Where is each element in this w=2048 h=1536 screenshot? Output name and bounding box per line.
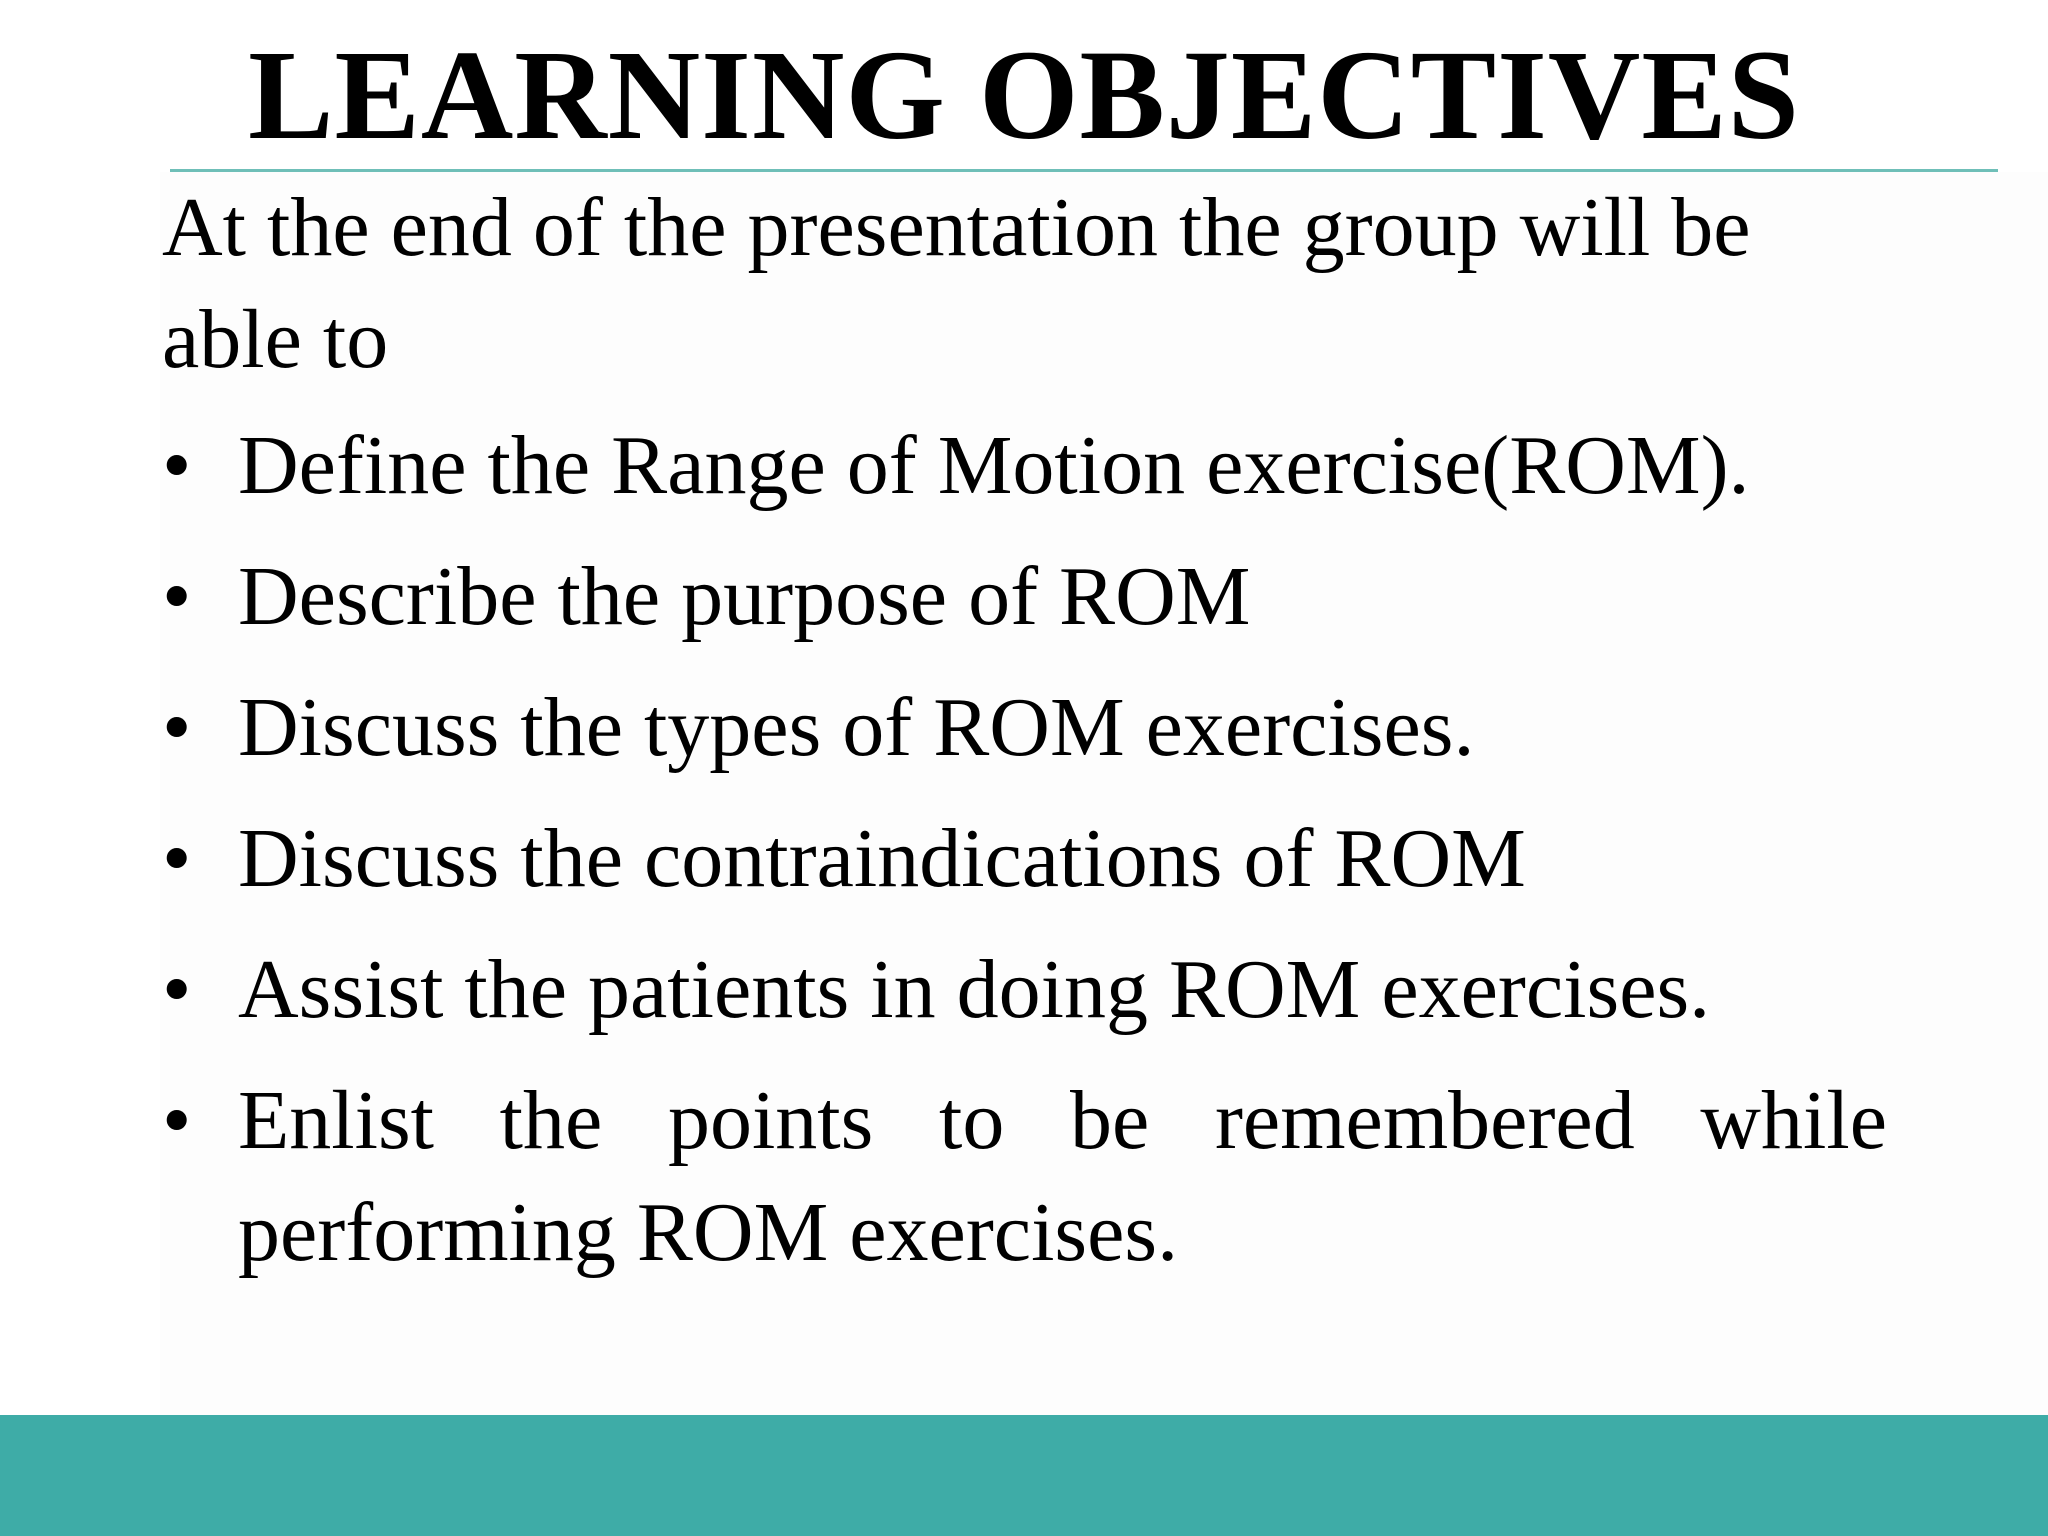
slide-title: LEARNING OBJECTIVES [248, 24, 1800, 166]
objective-text: Describe the purpose of ROM [238, 550, 1251, 643]
bullet-icon: • [162, 681, 192, 774]
objective-text: Assist the patients in doing ROM exercises. [238, 943, 1711, 1036]
bullet-icon: • [162, 943, 192, 1036]
list-item [162, 672, 1887, 784]
list-item [162, 1065, 1887, 1289]
objective-text: Define the Range of Motion exercise(ROM). [238, 419, 1750, 512]
list-item [162, 803, 1887, 915]
list-item [162, 541, 1887, 653]
bullet-icon: • [162, 550, 192, 643]
objective-text: Enlist the points to be remembered while performing ROM exercises. [238, 1074, 1887, 1279]
list-item [162, 934, 1887, 1046]
objective-text: Discuss the contraindications of ROM [238, 812, 1526, 905]
bullet-icon: • [162, 812, 192, 905]
intro-text: At the end of the presentation the group will be able to [162, 181, 1751, 386]
list-item [162, 410, 1887, 522]
slide-body [162, 172, 1887, 1308]
footer-accent-band [0, 1415, 2048, 1536]
bullet-icon: • [162, 419, 192, 512]
objectives-list [162, 410, 1887, 1289]
objective-text: Discuss the types of ROM exercises. [238, 681, 1475, 774]
bullet-icon: • [162, 1074, 192, 1167]
